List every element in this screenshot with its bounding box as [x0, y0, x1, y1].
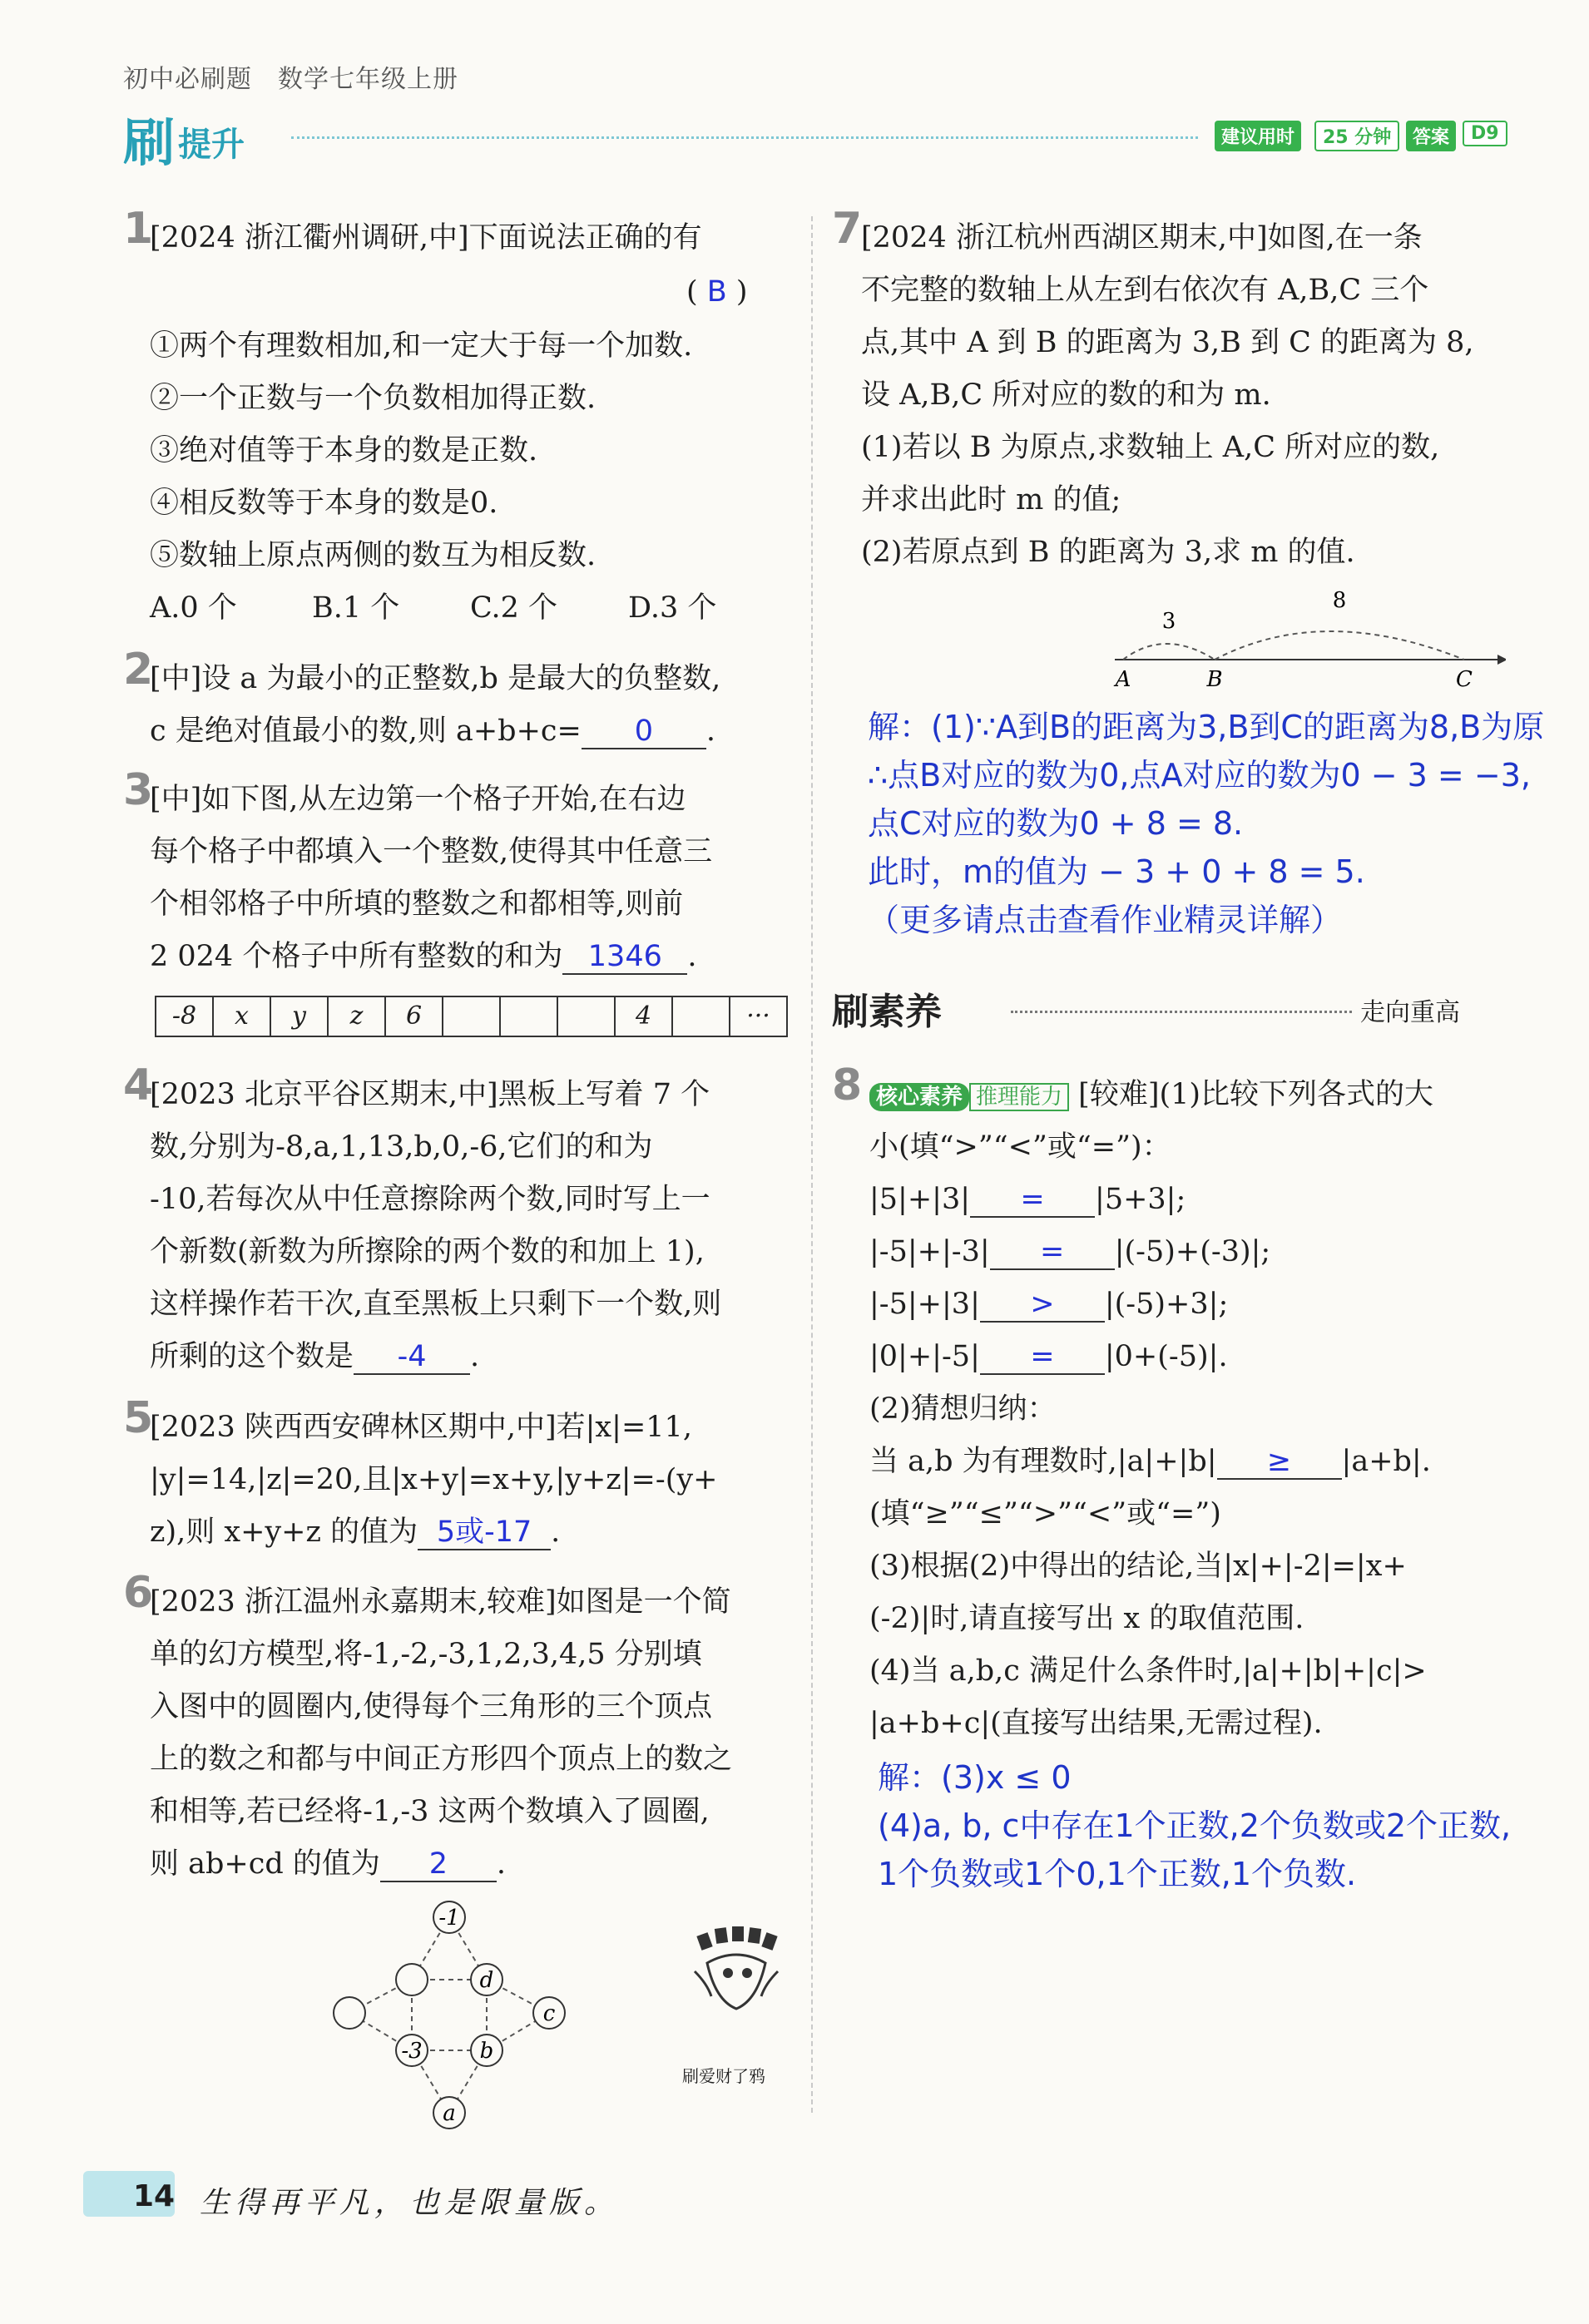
q4-line: -10,若每次从中任意擦除两个数,同时写上一	[150, 1183, 710, 1216]
q1-option-a: A.0 个	[150, 591, 237, 625]
section-divider	[1011, 1011, 1352, 1013]
solution-line: (4)a, b, c中存在1个正数,2个负数或2个正数,	[878, 1807, 1512, 1844]
q4-line: 数,分别为-8,a,1,13,b,0,-6,它们的和为	[150, 1130, 653, 1164]
q1-item: ②一个正数与一个负数相加得正数.	[150, 382, 596, 415]
q4-answer: -4	[354, 1340, 470, 1375]
node-square-bl: -3	[401, 2039, 423, 2064]
q8-line	[869, 1436, 1431, 1488]
node-d: d	[479, 1968, 494, 1993]
q2-line: c 是绝对值最小的数,则 a+b+c= 0 .	[150, 715, 715, 748]
point-b: B	[1206, 667, 1223, 692]
q8-compare-row	[869, 1174, 1186, 1226]
q6-text: 则 ab+cd 的值为	[150, 1847, 380, 1881]
solution-line: 点C对应的数为0 + 8 = 8.	[868, 805, 1244, 842]
q5-text: z),则 x+y+z 的值为	[150, 1516, 418, 1549]
cmp-answer: =	[980, 1340, 1105, 1375]
section-logo	[123, 101, 245, 176]
q8-line: (-2)|时,请直接写出 x 的取值范围.	[869, 1602, 1304, 1635]
logo-small: 提升	[178, 126, 245, 164]
q4-line: [2023 北京平谷区期末,中]黑板上写着 7 个	[150, 1078, 710, 1111]
q6-answer: 2	[380, 1847, 497, 1882]
q8-line: 小(填“>”“<”或“=”)：	[869, 1130, 1171, 1164]
grid-cell: -8	[156, 997, 214, 1036]
q6-line: 上的数之和都与中间正方形四个顶点上的数之	[150, 1743, 733, 1776]
cmp-left: |-5|+|3|	[869, 1288, 980, 1321]
series-title: 初中必刷题 数学七年级上册	[123, 65, 458, 94]
footer-slogan: 生得再平凡，也是限量版。	[200, 2186, 620, 2220]
cmp-answer: =	[990, 1235, 1115, 1270]
q8-line: (2)猜想归纳：	[869, 1392, 1057, 1426]
point-a: A	[1115, 667, 1131, 692]
q1-option-d: D.3 个	[628, 591, 717, 625]
mascot-icon	[682, 1921, 790, 2055]
cmp-right: |(-5)+3|;	[1104, 1288, 1229, 1321]
arc-label-8: 8	[1332, 588, 1347, 613]
time-badge: 建议用时	[1215, 121, 1301, 151]
q3-answer: 1346	[562, 940, 687, 975]
q1-stem: [2024 浙江衢州调研,中]下面说法正确的有	[150, 221, 702, 255]
page-number: 14	[133, 2179, 176, 2213]
answer-badge: 答案	[1406, 121, 1456, 151]
section-right-label: 走向重高	[1360, 998, 1460, 1027]
q5-line: |y|=14,|z|=20,且|x+y|=x+y,|y+z|=-(y+	[150, 1463, 718, 1496]
q8-stem: [较难](1)比较下列各式的大	[1078, 1078, 1434, 1111]
cmp-right: |5+3|;	[1095, 1183, 1186, 1216]
grid-cell: z	[329, 997, 386, 1036]
grid-cell: y	[271, 997, 329, 1036]
question-number: 3	[123, 765, 154, 815]
q4-line: 所剩的这个数是 -4 .	[150, 1340, 480, 1373]
q2-text: c 是绝对值最小的数,则 a+b+c=	[150, 715, 582, 748]
cmp-answer: =	[970, 1183, 1095, 1218]
grid-cell: 6	[386, 997, 443, 1036]
q5-answer: 5或-17	[418, 1516, 551, 1550]
q7-line: [2024 浙江杭州西湖区期末,中]如图,在一条	[861, 221, 1423, 255]
q2-answer: 0	[582, 715, 706, 749]
number-line-diagram	[1106, 582, 1506, 695]
cmp-left: |5|+|3|	[869, 1183, 971, 1216]
q1-item: ④相反数等于本身的数是0.	[150, 487, 498, 520]
q8-line: |a+b+c|(直接写出结果,无需过程).	[869, 1707, 1323, 1740]
q7-line: 不完整的数轴上从左到右依次有 A,B,C 三个	[861, 274, 1429, 307]
header-divider	[291, 136, 1198, 139]
q8-line: (填“≥”“≤”“>”“<”或“=”)	[869, 1497, 1221, 1530]
solution-line: 此时，m的值为 − 3 + 0 + 8 = 5.	[868, 853, 1365, 890]
solution-line: 解：(1)∵A到B的距离为3,B到C的距离为8,B为原	[868, 709, 1545, 745]
q8-tag-reasoning: 推理能力	[969, 1083, 1069, 1111]
q6-line: 单的幻方模型,将-1,-2,-3,1,2,3,4,5 分别填	[150, 1638, 702, 1671]
q1-answer: B	[706, 275, 727, 309]
p2-text: 当 a,b 为有理数时,|a|+|b|	[869, 1445, 1217, 1478]
q8-line: (3)根据(2)中得出的结论,当|x|+|-2|=|x+	[869, 1550, 1407, 1583]
q1-item: ⑤数轴上原点两侧的数互为相反数.	[150, 539, 596, 572]
p2-answer: ≥	[1217, 1445, 1342, 1480]
q2-line: [中]设 a 为最小的正整数,b 是最大的负整数,	[150, 662, 721, 695]
p2-right: |a+b|.	[1341, 1445, 1431, 1478]
q6-line: [2023 浙江温州永嘉期末,较难]如图是一个简	[150, 1585, 731, 1619]
cmp-right: |(-5)+(-3)|;	[1114, 1235, 1271, 1268]
solution-line: （更多请点击查看作业精灵详解）	[868, 902, 1343, 938]
q7-line: 点,其中 A 到 B 的距离为 3,B 到 C 的距离为 8,	[861, 326, 1474, 359]
node-c: c	[542, 2001, 556, 2026]
cmp-left: |0|+|-5|	[869, 1340, 980, 1373]
cmp-right: |0+(-5)|.	[1104, 1340, 1228, 1373]
q8-line	[869, 1069, 1433, 1124]
q1-option-b: B.1 个	[312, 591, 400, 625]
column-divider	[811, 216, 813, 2113]
q3-line: 每个格子中都填入一个整数,使得其中任意三	[150, 835, 713, 868]
q8-compare-row	[869, 1278, 1228, 1331]
question-number: 8	[832, 1061, 863, 1110]
q4-line: 个新数(新数为所擦除的两个数的和加上 1),	[150, 1235, 705, 1268]
answer-code: D9	[1463, 121, 1507, 146]
question-number: 4	[123, 1061, 154, 1110]
question-number: 1	[123, 204, 154, 254]
cmp-answer: >	[980, 1288, 1105, 1323]
q8-line: (4)当 a,b,c 满足什么条件时,|a|+|b|+|c|>	[869, 1654, 1427, 1688]
q5-line: z),则 x+y+z 的值为 5或-17 .	[150, 1516, 561, 1549]
q1-option-c: C.2 个	[470, 591, 558, 625]
q7-line: 设 A,B,C 所对应的数的和为 m.	[861, 378, 1271, 412]
q6-line: 和相等,若已经将-1,-3 这两个数填入了圆圈,	[150, 1795, 710, 1828]
node-b: b	[479, 2039, 494, 2064]
node-a: a	[443, 2101, 456, 2126]
q8-compare-row	[869, 1226, 1270, 1278]
logo-big: 刷	[123, 112, 176, 173]
grid-cell: x	[214, 997, 271, 1036]
question-number: 6	[123, 1568, 154, 1618]
grid-cell	[501, 997, 558, 1036]
mascot-caption: 刷爱财了鸦	[682, 2066, 765, 2086]
q4-line: 这样操作若干次,直至黑板上只剩下一个数,则	[150, 1288, 722, 1321]
q3-line: [中]如下图,从左边第一个格子开始,在右边	[150, 783, 686, 816]
section-title: 刷素养	[832, 991, 942, 1033]
q3-line: 个相邻格子中所填的整数之和都相等,则前	[150, 888, 684, 921]
q7-line: (2)若原点到 B 的距离为 3,求 m 的值.	[861, 536, 1355, 569]
magic-square-diagram	[316, 1888, 582, 2129]
arc-label-3: 3	[1161, 609, 1176, 634]
solution-line: 解：(3)x ≤ 0	[878, 1759, 1072, 1796]
question-number: 2	[123, 645, 154, 695]
solution-line: ∴点B对应的数为0,点A对应的数为0 − 3 = −3,	[868, 757, 1531, 794]
q7-line: (1)若以 B 为原点,求数轴上 A,C 所对应的数,	[861, 431, 1440, 464]
cmp-left: |-5|+|-3|	[869, 1235, 990, 1268]
time-value: 25 分钟	[1314, 121, 1399, 151]
grid-cell: ···	[746, 1001, 770, 1031]
solution-line: 1个负数或1个0,1个正数,1个负数.	[878, 1856, 1357, 1892]
grid-cell	[443, 997, 501, 1036]
node-top: -1	[438, 1906, 460, 1931]
q6-line: 入图中的圆圈内,使得每个三角形的三个顶点	[150, 1690, 713, 1723]
q4-text: 所剩的这个数是	[150, 1340, 354, 1373]
question-number: 7	[832, 204, 863, 254]
question-number: 5	[123, 1393, 154, 1443]
point-c: C	[1456, 667, 1473, 692]
q3-grid	[155, 996, 788, 1037]
grid-cell	[558, 997, 616, 1036]
q8-compare-row	[869, 1331, 1228, 1383]
q1-item: ①两个有理数相加,和一定大于每一个加数.	[150, 329, 693, 363]
q1-answer-paren: ( B )	[686, 275, 748, 309]
q6-line: 则 ab+cd 的值为 2 .	[150, 1847, 506, 1881]
q1-item: ③绝对值等于本身的数是正数.	[150, 434, 538, 467]
q8-tag-core: 核心素养	[869, 1083, 969, 1111]
q5-line: [2023 陕西西安碑林区期中,中]若|x|=11,	[150, 1411, 692, 1444]
q3-text: 2 024 个格子中所有整数的和为	[150, 940, 563, 973]
grid-cell: 4	[616, 997, 673, 1036]
q7-line: 并求出此时 m 的值;	[861, 483, 1121, 517]
grid-cell	[673, 997, 730, 1036]
q3-line: 2 024 个格子中所有整数的和为 1346 .	[150, 940, 697, 973]
